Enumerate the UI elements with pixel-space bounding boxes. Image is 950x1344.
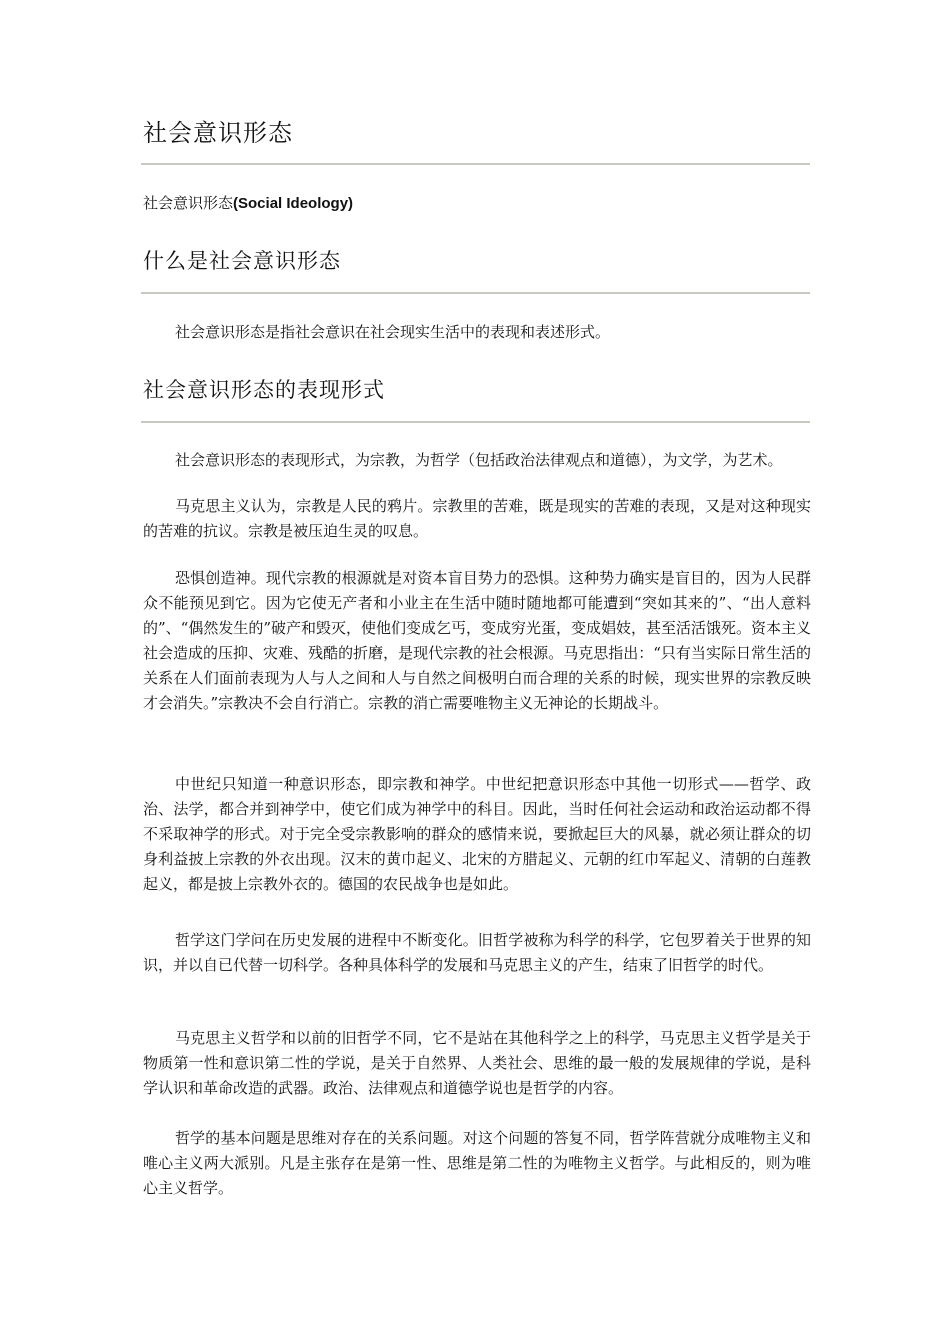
fear-creates-god-paragraph: 恐惧创造神。现代宗教的根源就是对资本盲目势力的恐惧。这种势力确实是盲目的，因为人民群众不能预见到它。因为它使无产者和小业主在生活中随时随地都可能遭到“突如其来的”、“出人意料的”、“偶然发生的”破产和毁灭，使他们变成乞丐，变成穷光蛋，变成娼妓，甚至活活饿死。资本主义社会造成的压抑、灾难、残酷的折磨，是现代宗教的社会根源。马克思指出：“只有当实际日常生活的关系在人们面前表现为人与人之间和人与自然之间极明白而合理的关系的时候，现实世界的宗教反映才会消失。”宗教决不会自行消亡。宗教的消亡需要唯物主义无神论的长期战斗。 [143, 569, 812, 712]
religion-opium-paragraph: 马克思主义认为，宗教是人民的鸦片。宗教里的苦难，既是现实的苦难的表现，又是对这种现实的苦难的抗议。宗教是被压迫生灵的叹息。 [143, 497, 811, 540]
middle-ages-paragraph: 中世纪只知道一种意识形态，即宗教和神学。中世纪把意识形态中其他一切形式——哲学、政治、法学，都合并到神学中，使它们成为神学中的科目。因此，当时任何社会运动和政治运动都不得不采取神学的形式。对于完全受宗教影响的群众的感情来说，要掀起巨大的风暴，就必须让群众的切身利益披上宗教的外衣出现。汉末的黄巾起义、北宋的方腊起义、元朝的红巾军起义、清朝的白莲教起义，都是披上宗教外衣的。德国的农民战争也是如此。 [143, 775, 811, 893]
page-title: 社会意识形态 [143, 119, 293, 147]
definition-paragraph: 社会意识形态是指社会意识在社会现实生活中的表现和表述形式。 [175, 323, 611, 341]
section-divider-forms [141, 421, 810, 423]
section-heading-definition: 什么是社会意识形态 [143, 249, 341, 273]
subtitle-chinese: 社会意识形态 [143, 194, 234, 212]
page-subtitle [143, 192, 353, 215]
forms-paragraph: 社会意识形态的表现形式，为宗教，为哲学（包括政治法律观点和道德），为文学，为艺术。 [175, 451, 783, 469]
section-heading-forms: 社会意识形态的表现形式 [143, 378, 385, 402]
subtitle-english: (Social Ideology) [233, 195, 354, 212]
philosophy-history-paragraph: 哲学这门学问在历史发展的进程中不断变化。旧哲学被称为科学的科学，它包罗着关于世界的知识，并以自已代替一切科学。各种具体科学的发展和马克思主义的产生，结束了旧哲学的时代。 [143, 931, 811, 974]
section-divider-definition [141, 292, 810, 294]
marxist-philosophy-paragraph: 马克思主义哲学和以前的旧哲学不同，它不是站在其他科学之上的科学，马克思主义哲学是关于物质第一性和意识第二性的学说，是关于自然界、人类社会、思维的最一般的发展规律的学说，是科学认识和革命改造的武器。政治、法律观点和道德学说也是哲学的内容。 [143, 1029, 811, 1097]
basic-question-paragraph: 哲学的基本问题是思维对存在的关系问题。对这个问题的答复不同，哲学阵营就分成唯物主义和唯心主义两大派别。凡是主张存在是第一性、思维是第二性的为唯物主义哲学。与此相反的，则为唯心主义哲学。 [143, 1129, 811, 1197]
title-divider [141, 163, 810, 165]
